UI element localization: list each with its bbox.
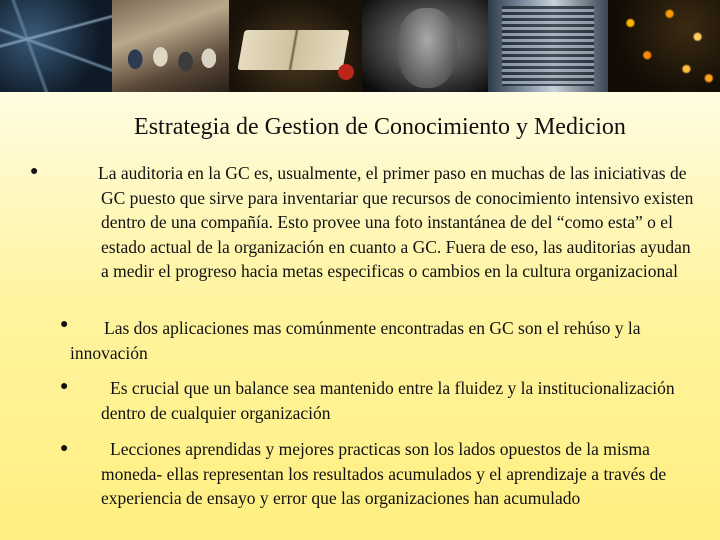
meeting-photo xyxy=(112,0,229,92)
bullet-text-2: Las dos aplicaciones mas comúnmente encontradas en GC son el rehúso y la innovación xyxy=(70,318,641,363)
bullet-icon: ● xyxy=(60,379,69,394)
bullet-icon: ● xyxy=(60,441,69,456)
bullet-text-1: La auditoria en la GC es, usualmente, el primer paso en muchas de las iniciativas de GC puesto que sirve para inventariar que recursos de conocimiento intensivo existen dentro de una compañía. Esto provee una foto instantánea de del “como esta” o el estado actual de la organización en cuanto a GC. Fuera de eso, las auditorias ayudan a medir el progreso hacia metas especificas o cambios en la cultura organizacional xyxy=(98,163,694,281)
slide-title: Estrategia de Gestion de Conocimiento y Medicion xyxy=(134,114,626,140)
bullet-text-4: Lecciones aprendidas y mejores practicas son los lados opuestos de la misma moneda- ellas representan los resultados acumulados y el aprendizaje a través de experiencia de ensayo y error que las organizaciones han acumulado xyxy=(101,439,667,508)
lights-photo xyxy=(608,0,720,92)
server-rack-photo xyxy=(488,0,608,92)
bullet-text-3: Es crucial que un balance sea mantenido entre la fluidez y la institucionalización dentro de cualquier organización xyxy=(101,378,675,423)
bullet-icon: ● xyxy=(60,317,69,332)
open-book-photo xyxy=(229,0,362,92)
header-photo-banner xyxy=(0,0,720,92)
thinking-man-photo xyxy=(362,0,488,92)
network-map-photo xyxy=(0,0,112,92)
bullet-icon: ● xyxy=(30,164,39,179)
